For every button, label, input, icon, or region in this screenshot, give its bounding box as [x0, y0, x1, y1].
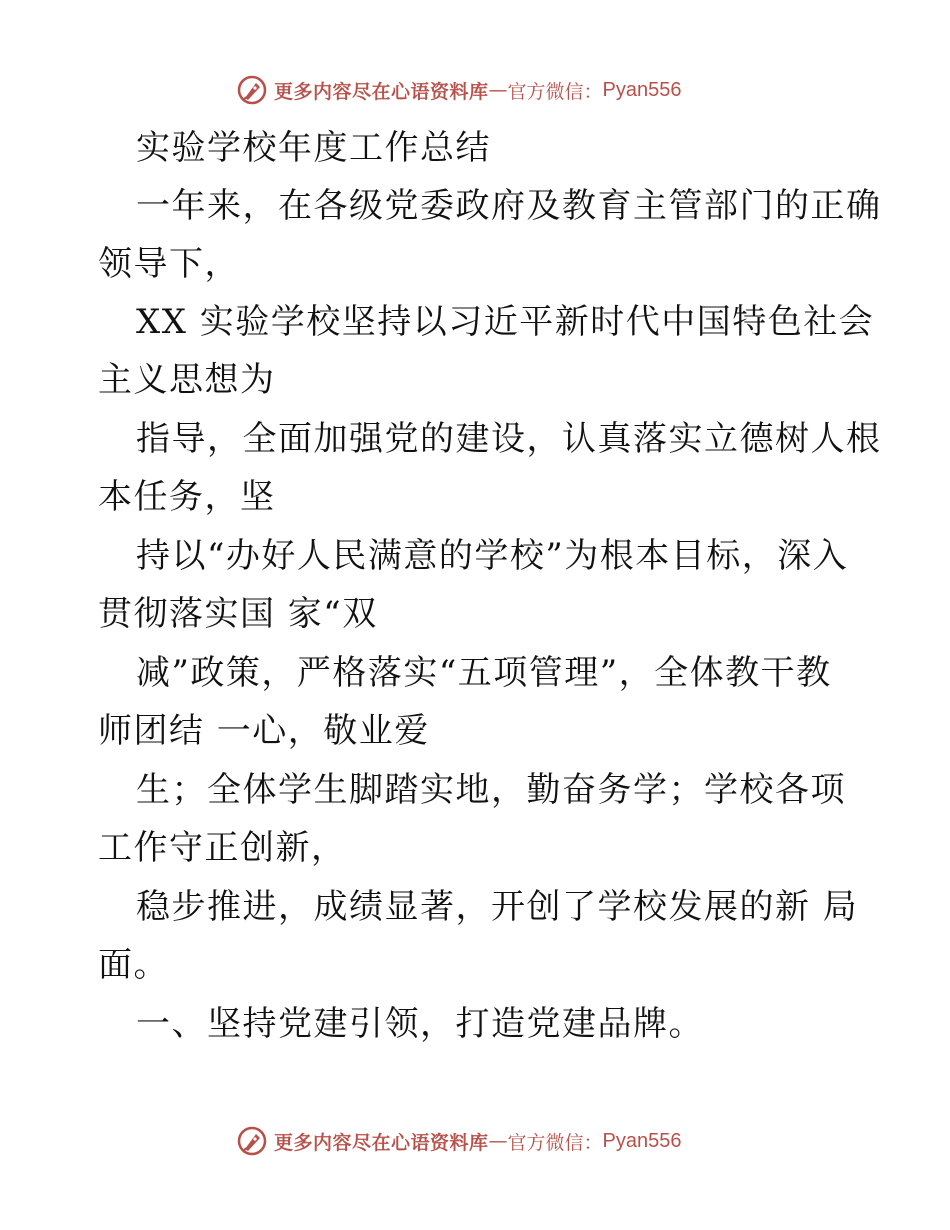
paragraph-line: 指导，全面加强党的建设，认真落实立德树人根: [136, 419, 882, 459]
pen-nib-logo-icon: [236, 74, 268, 106]
paragraph-line: 本任务，坚: [98, 477, 276, 517]
paragraph-line: 一年来，在各级党委政府及教育主管部门的正确: [136, 186, 882, 226]
banner-separator: —: [488, 1130, 508, 1152]
banner-wechat-id: Pyan556: [602, 78, 682, 101]
banner-wechat-label: 官方微信：: [507, 1131, 603, 1154]
header-banner: [236, 72, 716, 108]
banner-wechat-label: 官方微信：: [507, 80, 603, 103]
document-title: 实验学校年度工作总结: [136, 128, 491, 168]
paragraph-line: 面。: [98, 945, 169, 985]
banner-wechat-id: Pyan556: [602, 1129, 682, 1152]
banner-brand-text: 更多内容尽在心语资料库: [274, 80, 489, 103]
paragraph-line: 师团结 一心，敬业爱: [98, 711, 430, 751]
paragraph-line: XX 实验学校坚持以习近平新时代中国特色社会: [136, 302, 875, 342]
paragraph-line: 主义思想为: [98, 360, 276, 400]
paragraph-line: 领导下，: [98, 244, 240, 284]
paragraph-line: 减”政策，严格落实“五项管理”，全体教干教: [136, 653, 832, 693]
paragraph-line: 生；全体学生脚踏实地，勤奋务学；学校各项: [136, 770, 846, 810]
footer-banner: [236, 1123, 716, 1159]
paragraph-line: 贯彻落实国 家“双: [98, 594, 378, 634]
section-heading: 一、坚持党建引领，打造党建品牌。: [136, 1004, 704, 1044]
paragraph-line: 稳步推进，成绩显著，开创了学校发展的新 局: [136, 887, 859, 927]
pen-nib-logo-icon: [236, 1125, 268, 1157]
banner-brand-text: 更多内容尽在心语资料库: [274, 1131, 489, 1154]
banner-separator: —: [488, 79, 508, 101]
paragraph-line: 持以“办好人民满意的学校”为根本目标，深入: [136, 536, 849, 576]
paragraph-line: 工作守正创新，: [98, 828, 347, 868]
